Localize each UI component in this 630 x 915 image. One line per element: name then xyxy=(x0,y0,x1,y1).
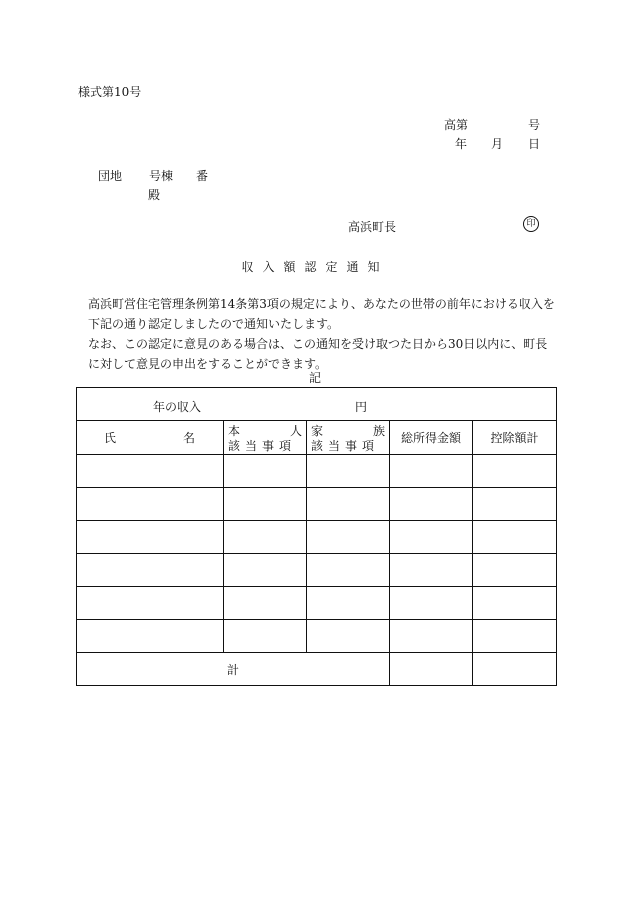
header-family-2: 族 xyxy=(372,423,385,438)
address-room: 番 xyxy=(196,169,209,183)
issuer-name: 高浜町長 xyxy=(348,220,397,234)
income-cell[interactable] xyxy=(390,587,473,620)
family-cell[interactable] xyxy=(307,455,390,488)
address-building: 号棟 xyxy=(149,169,174,183)
date-month: 月 xyxy=(491,137,504,151)
table-row xyxy=(77,521,557,554)
family-cell[interactable] xyxy=(307,554,390,587)
total-income-cell[interactable] xyxy=(390,653,473,686)
header-name-1: 氏 xyxy=(104,431,117,445)
self-cell[interactable] xyxy=(224,521,307,554)
annual-income-row xyxy=(77,388,557,421)
name-cell[interactable] xyxy=(77,587,224,620)
table-row xyxy=(77,554,557,587)
date-year: 年 xyxy=(455,137,468,151)
body-paragraph-2: なお、この認定に意見のある場合は、この通知を受け取つた日から30日以内に、町長に対して意見の申出をすることができます。 xyxy=(88,337,548,371)
header-self-3: 該当事項 xyxy=(228,438,297,453)
deduction-cell[interactable] xyxy=(473,620,557,653)
annual-income-cell xyxy=(77,388,557,421)
income-table xyxy=(76,387,557,686)
deduction-cell[interactable] xyxy=(473,521,557,554)
income-cell[interactable] xyxy=(390,521,473,554)
table-row xyxy=(77,587,557,620)
yen-unit: 円 xyxy=(355,400,368,414)
self-cell[interactable] xyxy=(224,620,307,653)
header-total-income: 総所得金額 xyxy=(390,421,473,455)
name-cell[interactable] xyxy=(77,488,224,521)
family-cell[interactable] xyxy=(307,620,390,653)
address-estate: 団地 xyxy=(98,169,123,183)
header-family-3: 該当事項 xyxy=(311,438,380,453)
header-family xyxy=(307,421,390,455)
table-row xyxy=(77,620,557,653)
income-cell[interactable] xyxy=(390,620,473,653)
self-cell[interactable] xyxy=(224,587,307,620)
header-name xyxy=(77,421,224,455)
table-row xyxy=(77,455,557,488)
annual-income-label: 年の収入 xyxy=(153,400,202,414)
reference-suffix: 号 xyxy=(528,118,541,132)
name-cell[interactable] xyxy=(77,554,224,587)
deduction-cell[interactable] xyxy=(473,587,557,620)
reference-prefix: 高第 xyxy=(444,118,469,132)
header-family-1: 家 xyxy=(311,423,324,438)
notice-body xyxy=(88,294,558,374)
document-title: 収入額認定通知 xyxy=(241,260,389,274)
income-cell[interactable] xyxy=(390,554,473,587)
total-deduction-cell[interactable] xyxy=(473,653,557,686)
family-cell[interactable] xyxy=(307,587,390,620)
total-row xyxy=(77,653,557,686)
self-cell[interactable] xyxy=(224,554,307,587)
table-row xyxy=(77,488,557,521)
header-deduction: 控除額計 xyxy=(473,421,557,455)
name-cell[interactable] xyxy=(77,455,224,488)
income-cell[interactable] xyxy=(390,455,473,488)
family-cell[interactable] xyxy=(307,488,390,521)
header-name-2: 名 xyxy=(182,431,195,445)
header-self-2: 人 xyxy=(289,423,302,438)
deduction-cell[interactable] xyxy=(473,488,557,521)
self-cell[interactable] xyxy=(224,488,307,521)
family-cell[interactable] xyxy=(307,521,390,554)
recipient-honorific: 殿 xyxy=(148,188,161,202)
header-self xyxy=(224,421,307,455)
form-number: 様式第10号 xyxy=(78,85,142,99)
income-cell[interactable] xyxy=(390,488,473,521)
name-cell[interactable] xyxy=(77,620,224,653)
table-header-row xyxy=(77,421,557,455)
ki-label: 記 xyxy=(308,371,321,385)
seal-mark: 印 xyxy=(523,216,539,232)
deduction-cell[interactable] xyxy=(473,554,557,587)
body-paragraph-1: 高浜町営住宅管理条例第14条第3項の規定により、あなたの世帯の前年における収入を下記の通り認定しましたので通知いたします。 xyxy=(88,297,555,331)
total-label: 計 xyxy=(77,653,390,686)
name-cell[interactable] xyxy=(77,521,224,554)
date-day: 日 xyxy=(528,137,541,151)
self-cell[interactable] xyxy=(224,455,307,488)
deduction-cell[interactable] xyxy=(473,455,557,488)
header-self-1: 本 xyxy=(228,423,241,438)
